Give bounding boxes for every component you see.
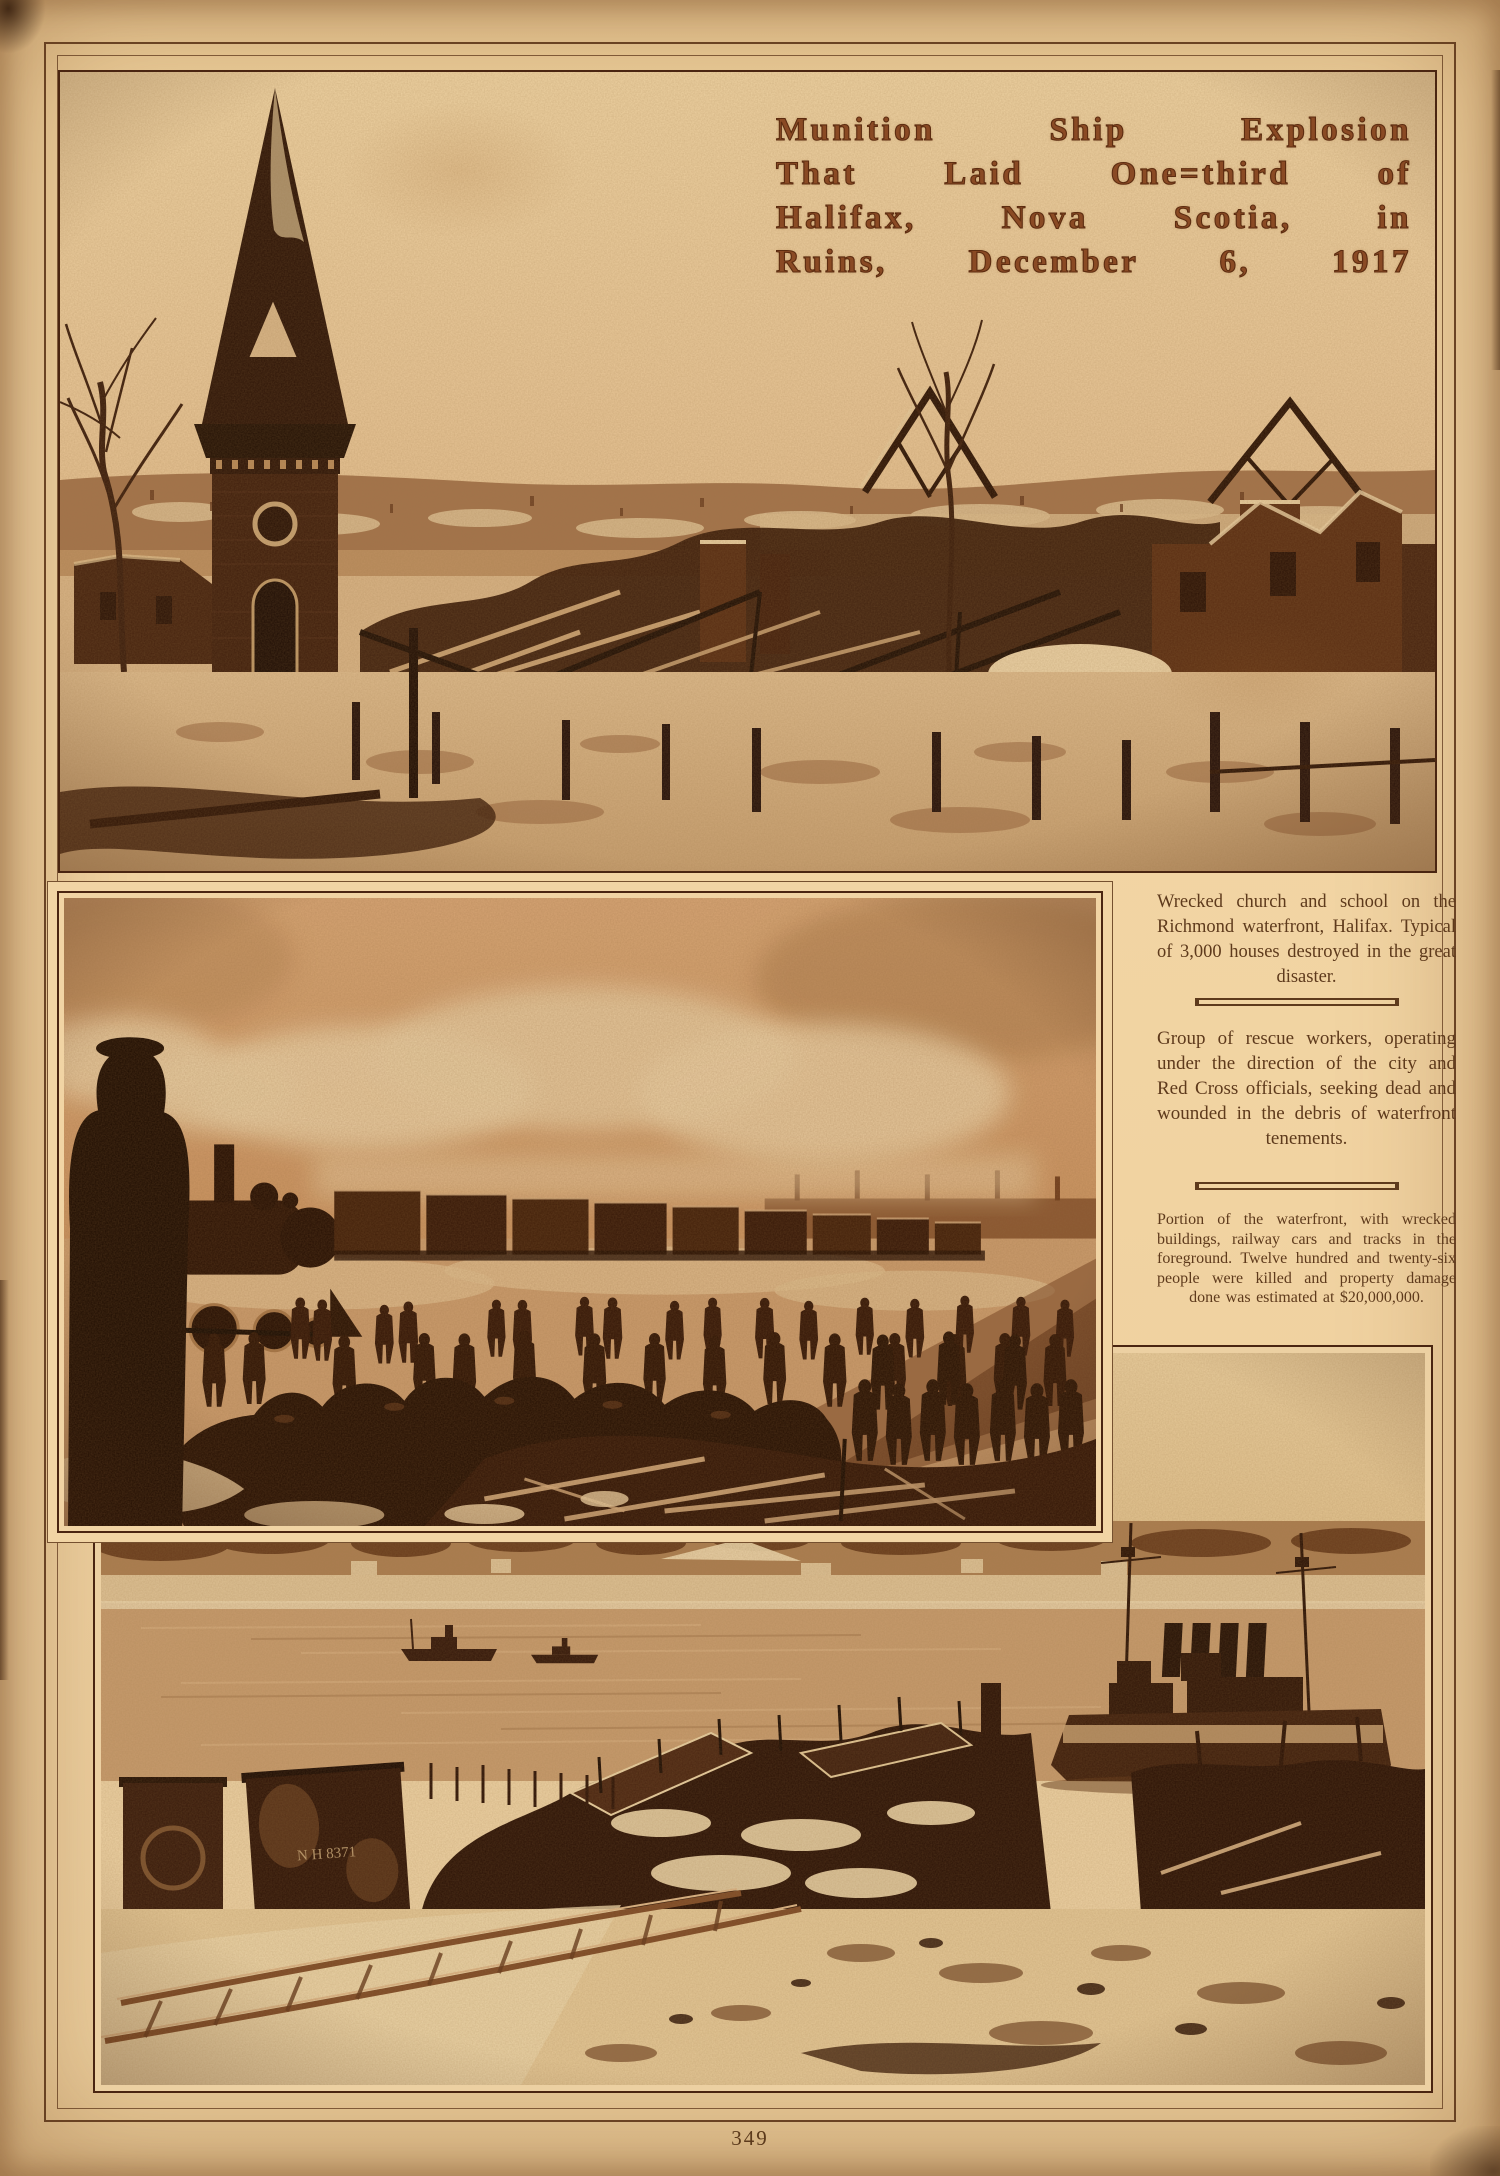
title-line-2: That Laid One=third of (776, 156, 1412, 192)
title-line-1: Munition Ship Explosion (776, 112, 1412, 148)
caption-church: Wrecked church and school on the Richmond waterfront, Halifax. Typical of 3,000 houses destroyed in the great disaster. (1157, 892, 1456, 987)
caption-divider-2 (1195, 1182, 1399, 1190)
caption-waterfront: Portion of the waterfront, with wrecked buildings, railway cars and tracks in the foreground. Twelve hundred and twenty-six people were killed and property damage done was estimated at $20,000,000. (1157, 1211, 1456, 1306)
caption-column (1157, 886, 1456, 1360)
scan-blemish-left-edge (0, 1280, 9, 1680)
scan-blemish-top-left (0, 0, 46, 54)
page-title (776, 108, 1412, 284)
photo-rescue-workers (47, 881, 1113, 1543)
scan-blemish-right-edge (1491, 70, 1500, 370)
photo-church-ruins (58, 70, 1437, 873)
caption-rescue-workers: Group of rescue workers, operating under the direction of the city and Red Cross officials, seeking dead and wounded in the debris of waterfront tenements. (1157, 1028, 1456, 1149)
title-line-4: Ruins, December 6, 1917 (776, 244, 1412, 280)
caption-divider-1 (1195, 998, 1399, 1006)
title-line-3: Halifax, Nova Scotia, in (776, 200, 1412, 236)
page-number: 349 (731, 2126, 769, 2150)
rescue-workers-scene (64, 898, 1096, 1526)
photo-rescue-workers-frame (57, 891, 1103, 1533)
